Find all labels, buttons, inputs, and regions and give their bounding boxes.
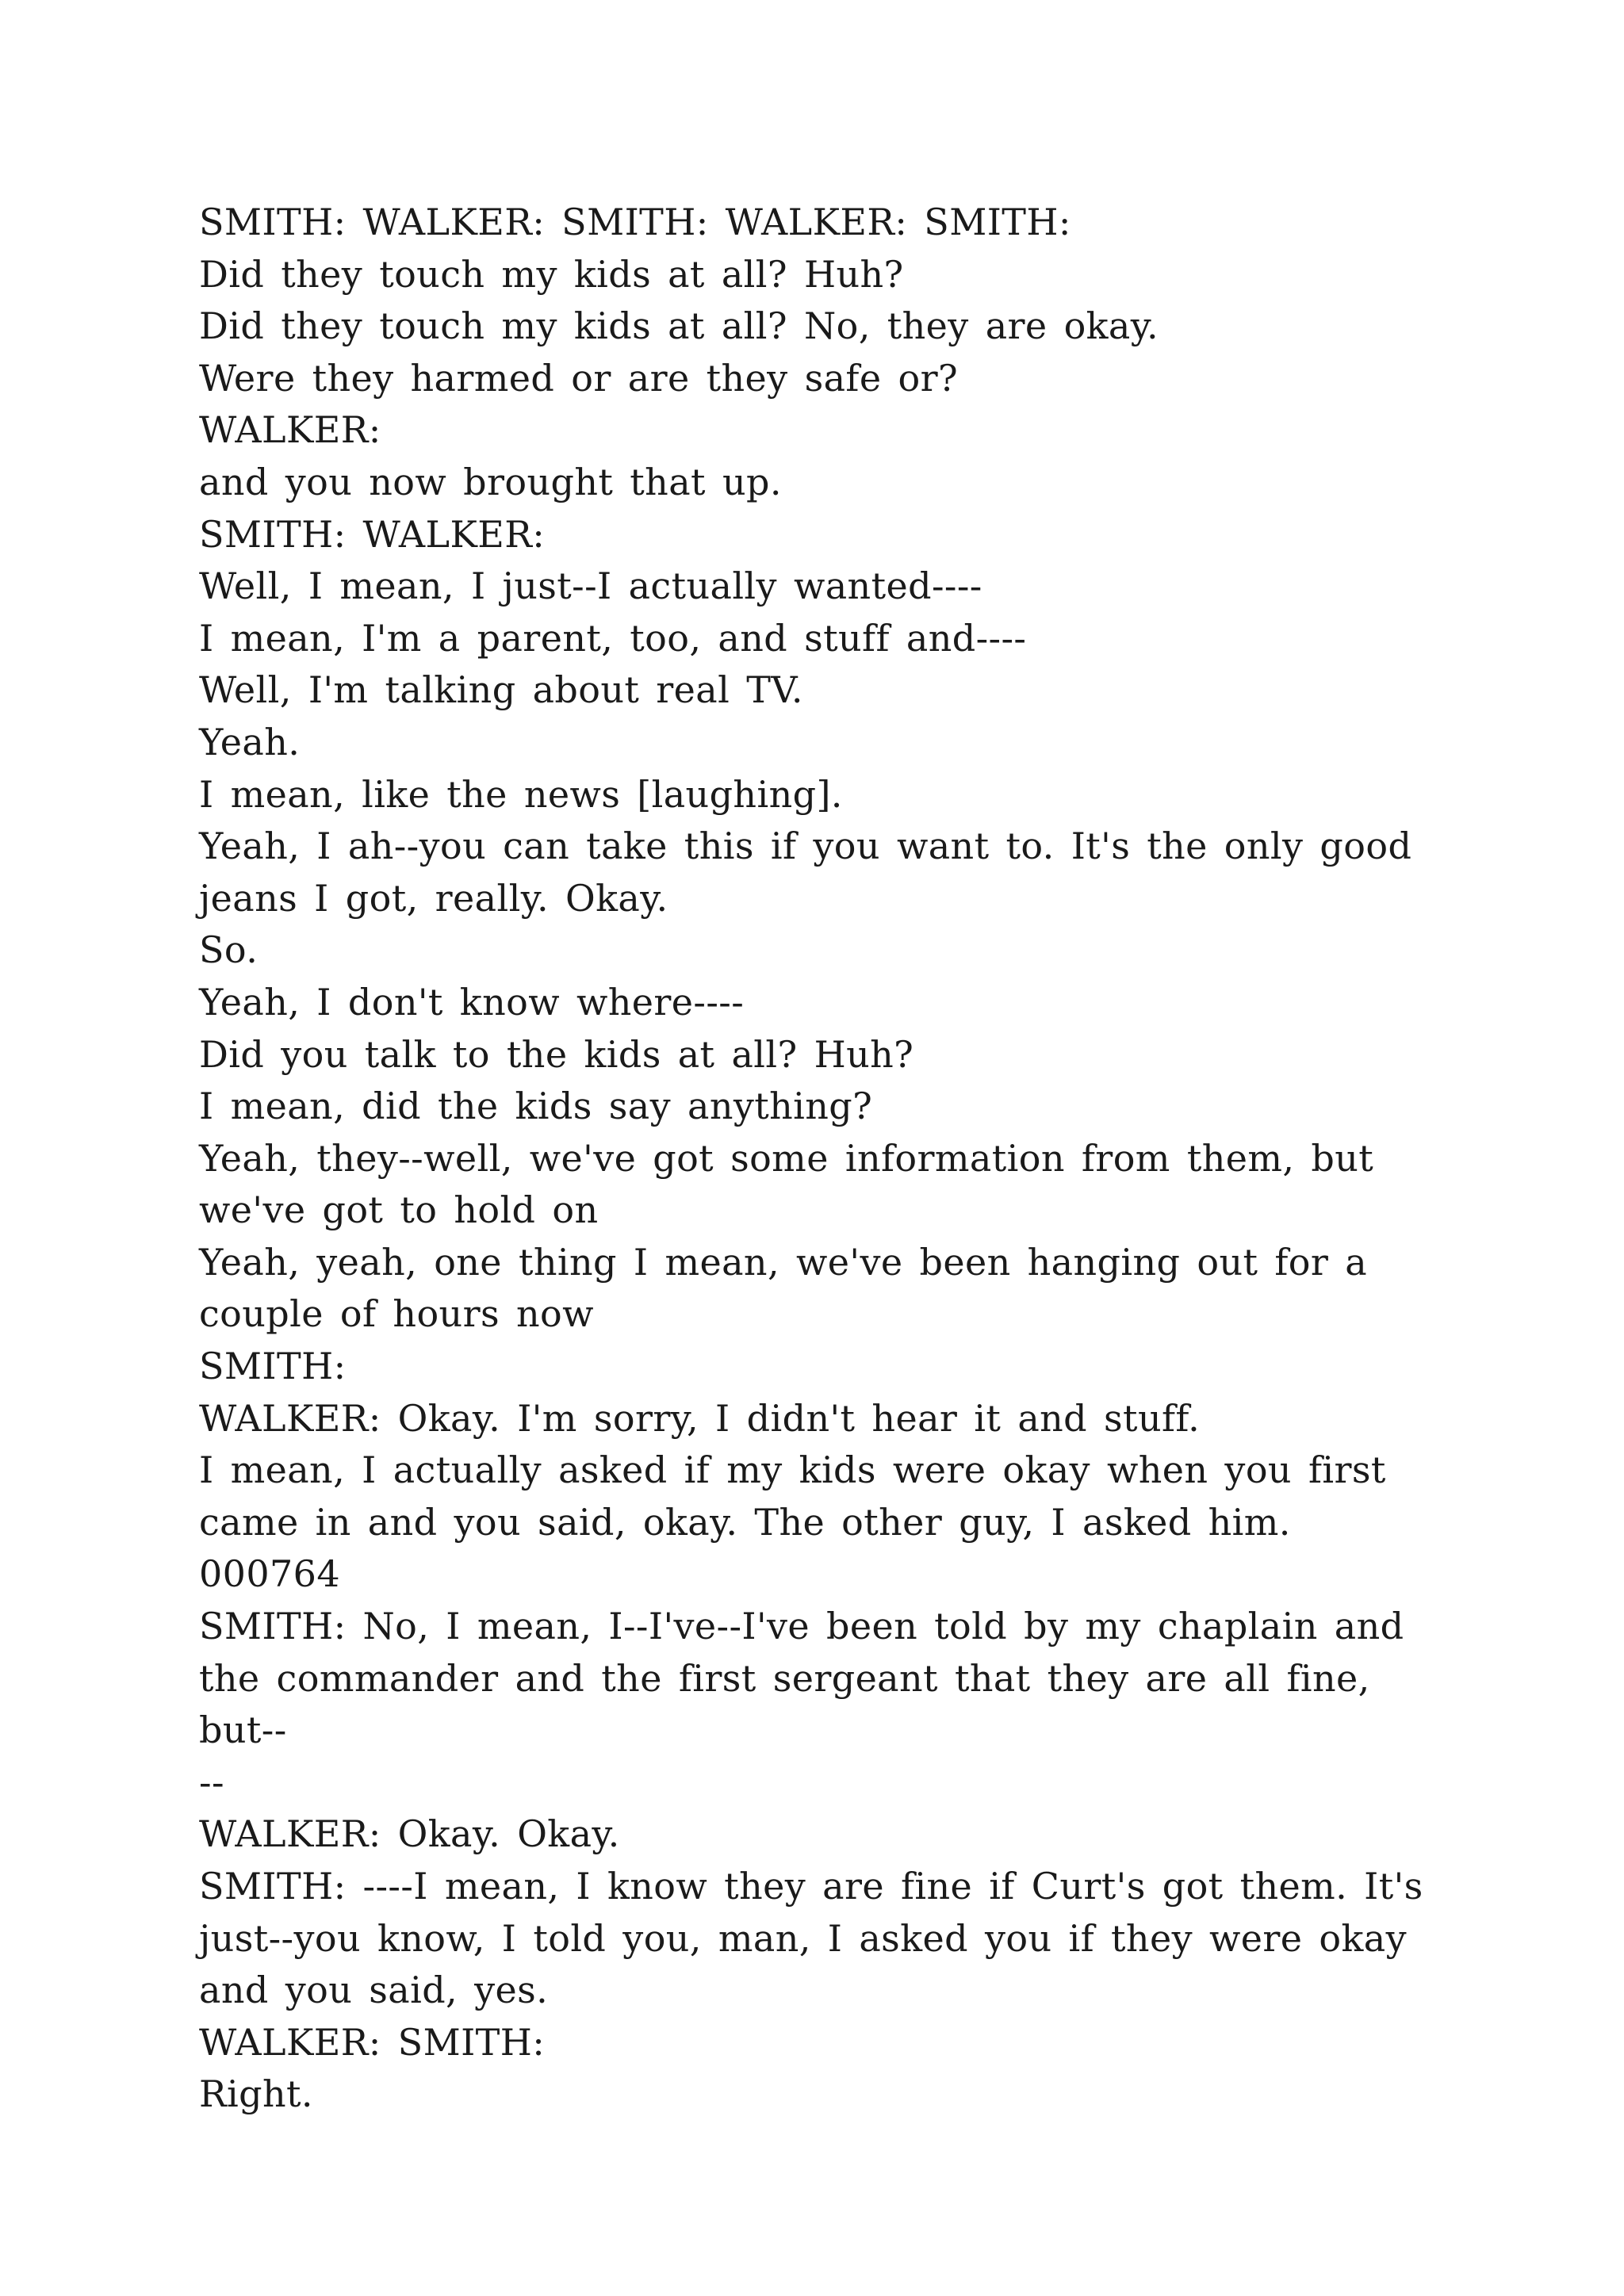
- text-line: Well, I mean, I just--I actually wanted----: [199, 564, 982, 608]
- text-line: Yeah, I don't know where----: [199, 980, 745, 1024]
- text-line: we've got to hold on: [199, 1188, 599, 1232]
- text-line: Did they touch my kids at all? No, they are okay.: [199, 304, 1159, 348]
- text-line: WALKER: SMITH:: [199, 2020, 546, 2064]
- text-line: SMITH: WALKER: SMITH: WALKER: SMITH:: [199, 201, 1071, 243]
- text-line: Did they touch my kids at all? Huh?: [199, 252, 904, 296]
- text-line: SMITH: WALKER:: [199, 512, 546, 556]
- text-line: Yeah, they--well, we've got some information from them, but: [199, 1136, 1374, 1180]
- text-line: SMITH: ----I mean, I know they are fine if Curt's got them. It's: [199, 1865, 1423, 1908]
- text-line: I mean, I actually asked if my kids were okay when you first: [199, 1448, 1386, 1492]
- text-line: couple of hours now: [199, 1292, 594, 1336]
- text-line: jeans I got, really. Okay.: [199, 876, 668, 920]
- text-line: SMITH:: [199, 1345, 347, 1388]
- text-line: So.: [199, 928, 259, 972]
- page-number: 000764: [199, 1552, 340, 1596]
- text-line: Did you talk to the kids at all? Huh?: [199, 1032, 914, 1076]
- text-line: Were they harmed or are they safe or?: [199, 356, 959, 400]
- text-line: WALKER: Okay. I'm sorry, I didn't hear it and stuff.: [199, 1396, 1201, 1440]
- text-line: I mean, did the kids say anything?: [199, 1085, 873, 1128]
- text-line: Right.: [199, 2072, 313, 2116]
- text-line: I mean, I'm a parent, too, and stuff and----: [199, 616, 1027, 660]
- text-line: and you now brought that up.: [199, 460, 782, 503]
- transcript-text: [199, 197, 1436, 2121]
- text-line: came in and you said, okay. The other guy, I asked him.: [199, 1500, 1291, 1544]
- text-line: and you said, yes.: [199, 1969, 549, 2012]
- text-line: just--you know, I told you, man, I asked you if they were okay: [199, 1916, 1408, 1960]
- text-line: WALKER:: [199, 408, 381, 452]
- text-line: WALKER: Okay. Okay.: [199, 1812, 620, 1856]
- text-line: Yeah, yeah, one thing I mean, we've been hanging out for a: [199, 1240, 1368, 1284]
- text-line: SMITH: No, I mean, I--I've--I've been told by my chaplain and: [199, 1605, 1404, 1648]
- text-line: --: [199, 1760, 224, 1804]
- text-line: Yeah, I ah--you can take this if you want to. It's the only good: [199, 825, 1412, 868]
- text-line: the commander and the first sergeant that they are all fine, but--: [199, 1656, 1387, 1752]
- text-line: Well, I'm talking about real TV.: [199, 668, 803, 712]
- text-line: Yeah.: [199, 720, 301, 763]
- text-line: I mean, like the news [laughing].: [199, 772, 843, 816]
